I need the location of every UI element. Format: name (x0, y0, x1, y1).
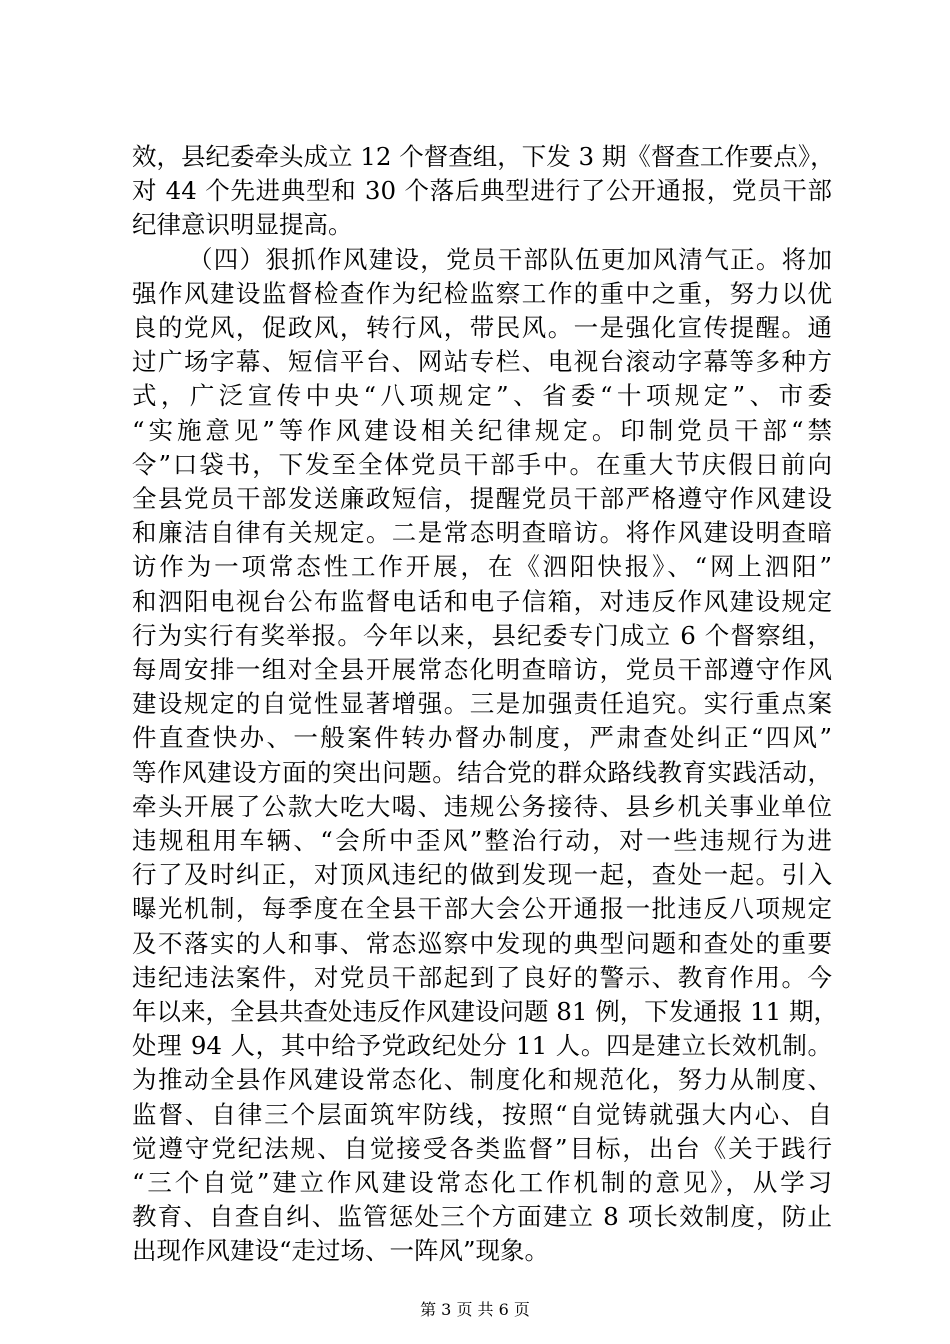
text-line: 监督、自律三个层面筑牢防线，按照“自觉铸就强大内心、自 (132, 1100, 832, 1129)
text-line: 等作风建设方面的突出问题。结合党的群众路线教育实践活动， (132, 758, 832, 787)
text-line: 觉遵守党纪法规、自觉接受各类监督”目标，出台《关于践行 (132, 1134, 832, 1163)
text-line: 访作为一项常态性工作开展，在《泗阳快报》、“网上泗阳” (132, 552, 832, 581)
text-line: 对 44 个先进典型和 30 个落后典型进行了公开通报，党员干部 (132, 176, 832, 205)
text-line: 过广场字幕、短信平台、网站专栏、电视台滚动字幕等多种方 (132, 347, 832, 376)
text-line: 件直查快办、一般案件转办督办制度，严肃查处纠正“四风” (132, 723, 832, 752)
text-line: “实施意见”等作风建设相关纪律规定。印制党员干部“禁 (132, 416, 832, 445)
text-line: 行为实行有奖举报。今年以来，县纪委专门成立 6 个督察组， (132, 621, 832, 650)
paragraph-heading-line: （四）狠抓作风建设，党员干部队伍更加风清气正。将加 (188, 245, 832, 274)
text-line: 教育、自查自纠、监管惩处三个方面建立 8 项长效制度，防止 (132, 1202, 832, 1231)
text-line: 牵头开展了公款大吃大喝、违规公务接待、县乡机关事业单位 (132, 792, 832, 821)
text-line: 处理 94 人，其中给予党政纪处分 11 人。四是建立长效机制。 (132, 1031, 832, 1060)
text-line: 和泗阳电视台公布监督电话和电子信箱，对违反作风建设规定 (132, 587, 832, 616)
text-line: 效，县纪委牵头成立 12 个督查组，下发 3 期《督查工作要点》， (132, 142, 835, 171)
text-line: 为推动全县作风建设常态化、制度化和规范化，努力从制度、 (132, 1065, 832, 1094)
text-line: 曝光机制，每季度在全县干部大会公开通报一批违反八项规定 (132, 894, 832, 923)
text-line: 每周安排一组对全县开展常态化明查暗访，党员干部遵守作风 (132, 655, 832, 684)
text-line: 和廉洁自律有关规定。二是常态明查暗访。将作风建设明查暗 (132, 518, 832, 547)
text-line: 违规租用车辆、“会所中歪风”整治行动，对一些违规行为进 (132, 826, 832, 855)
text-line: 建设规定的自觉性显著增强。三是加强责任追究。实行重点案 (132, 689, 832, 718)
text-line: 纪律意识明显提高。 (132, 210, 353, 239)
text-line: 出现作风建设“走过场、一阵风”现象。 (132, 1236, 550, 1265)
text-line: “三个自觉”建立作风建设常态化工作机制的意见》，从学习 (132, 1168, 832, 1197)
text-line: 年以来，全县共查处违反作风建设问题 81 例，下发通报 11 期， (132, 997, 838, 1026)
text-line: 行了及时纠正，对顶风违纪的做到发现一起，查处一起。引入 (132, 860, 832, 889)
text-line: 违纪违法案件，对党员干部起到了良好的警示、教育作用。今 (132, 963, 832, 992)
text-line: 良的党风，促政风，转行风，带民风。一是强化宣传提醒。通 (132, 313, 832, 342)
text-line: 式，广泛宣传中央“八项规定”、省委“十项规定”、市委 (132, 381, 832, 410)
text-line: 令”口袋书，下发至全体党员干部手中。在重大节庆假日前向 (132, 450, 832, 479)
text-line: 强作风建设监督检查作为纪检监察工作的重中之重，努力以优 (132, 279, 832, 308)
text-line: 及不落实的人和事、常态巡察中发现的典型问题和查处的重要 (132, 929, 832, 958)
page-number-footer: 第 3 页 共 6 页 (420, 1300, 530, 1319)
text-line: 全县党员干部发送廉政短信，提醒党员干部严格遵守作风建设 (132, 484, 832, 513)
